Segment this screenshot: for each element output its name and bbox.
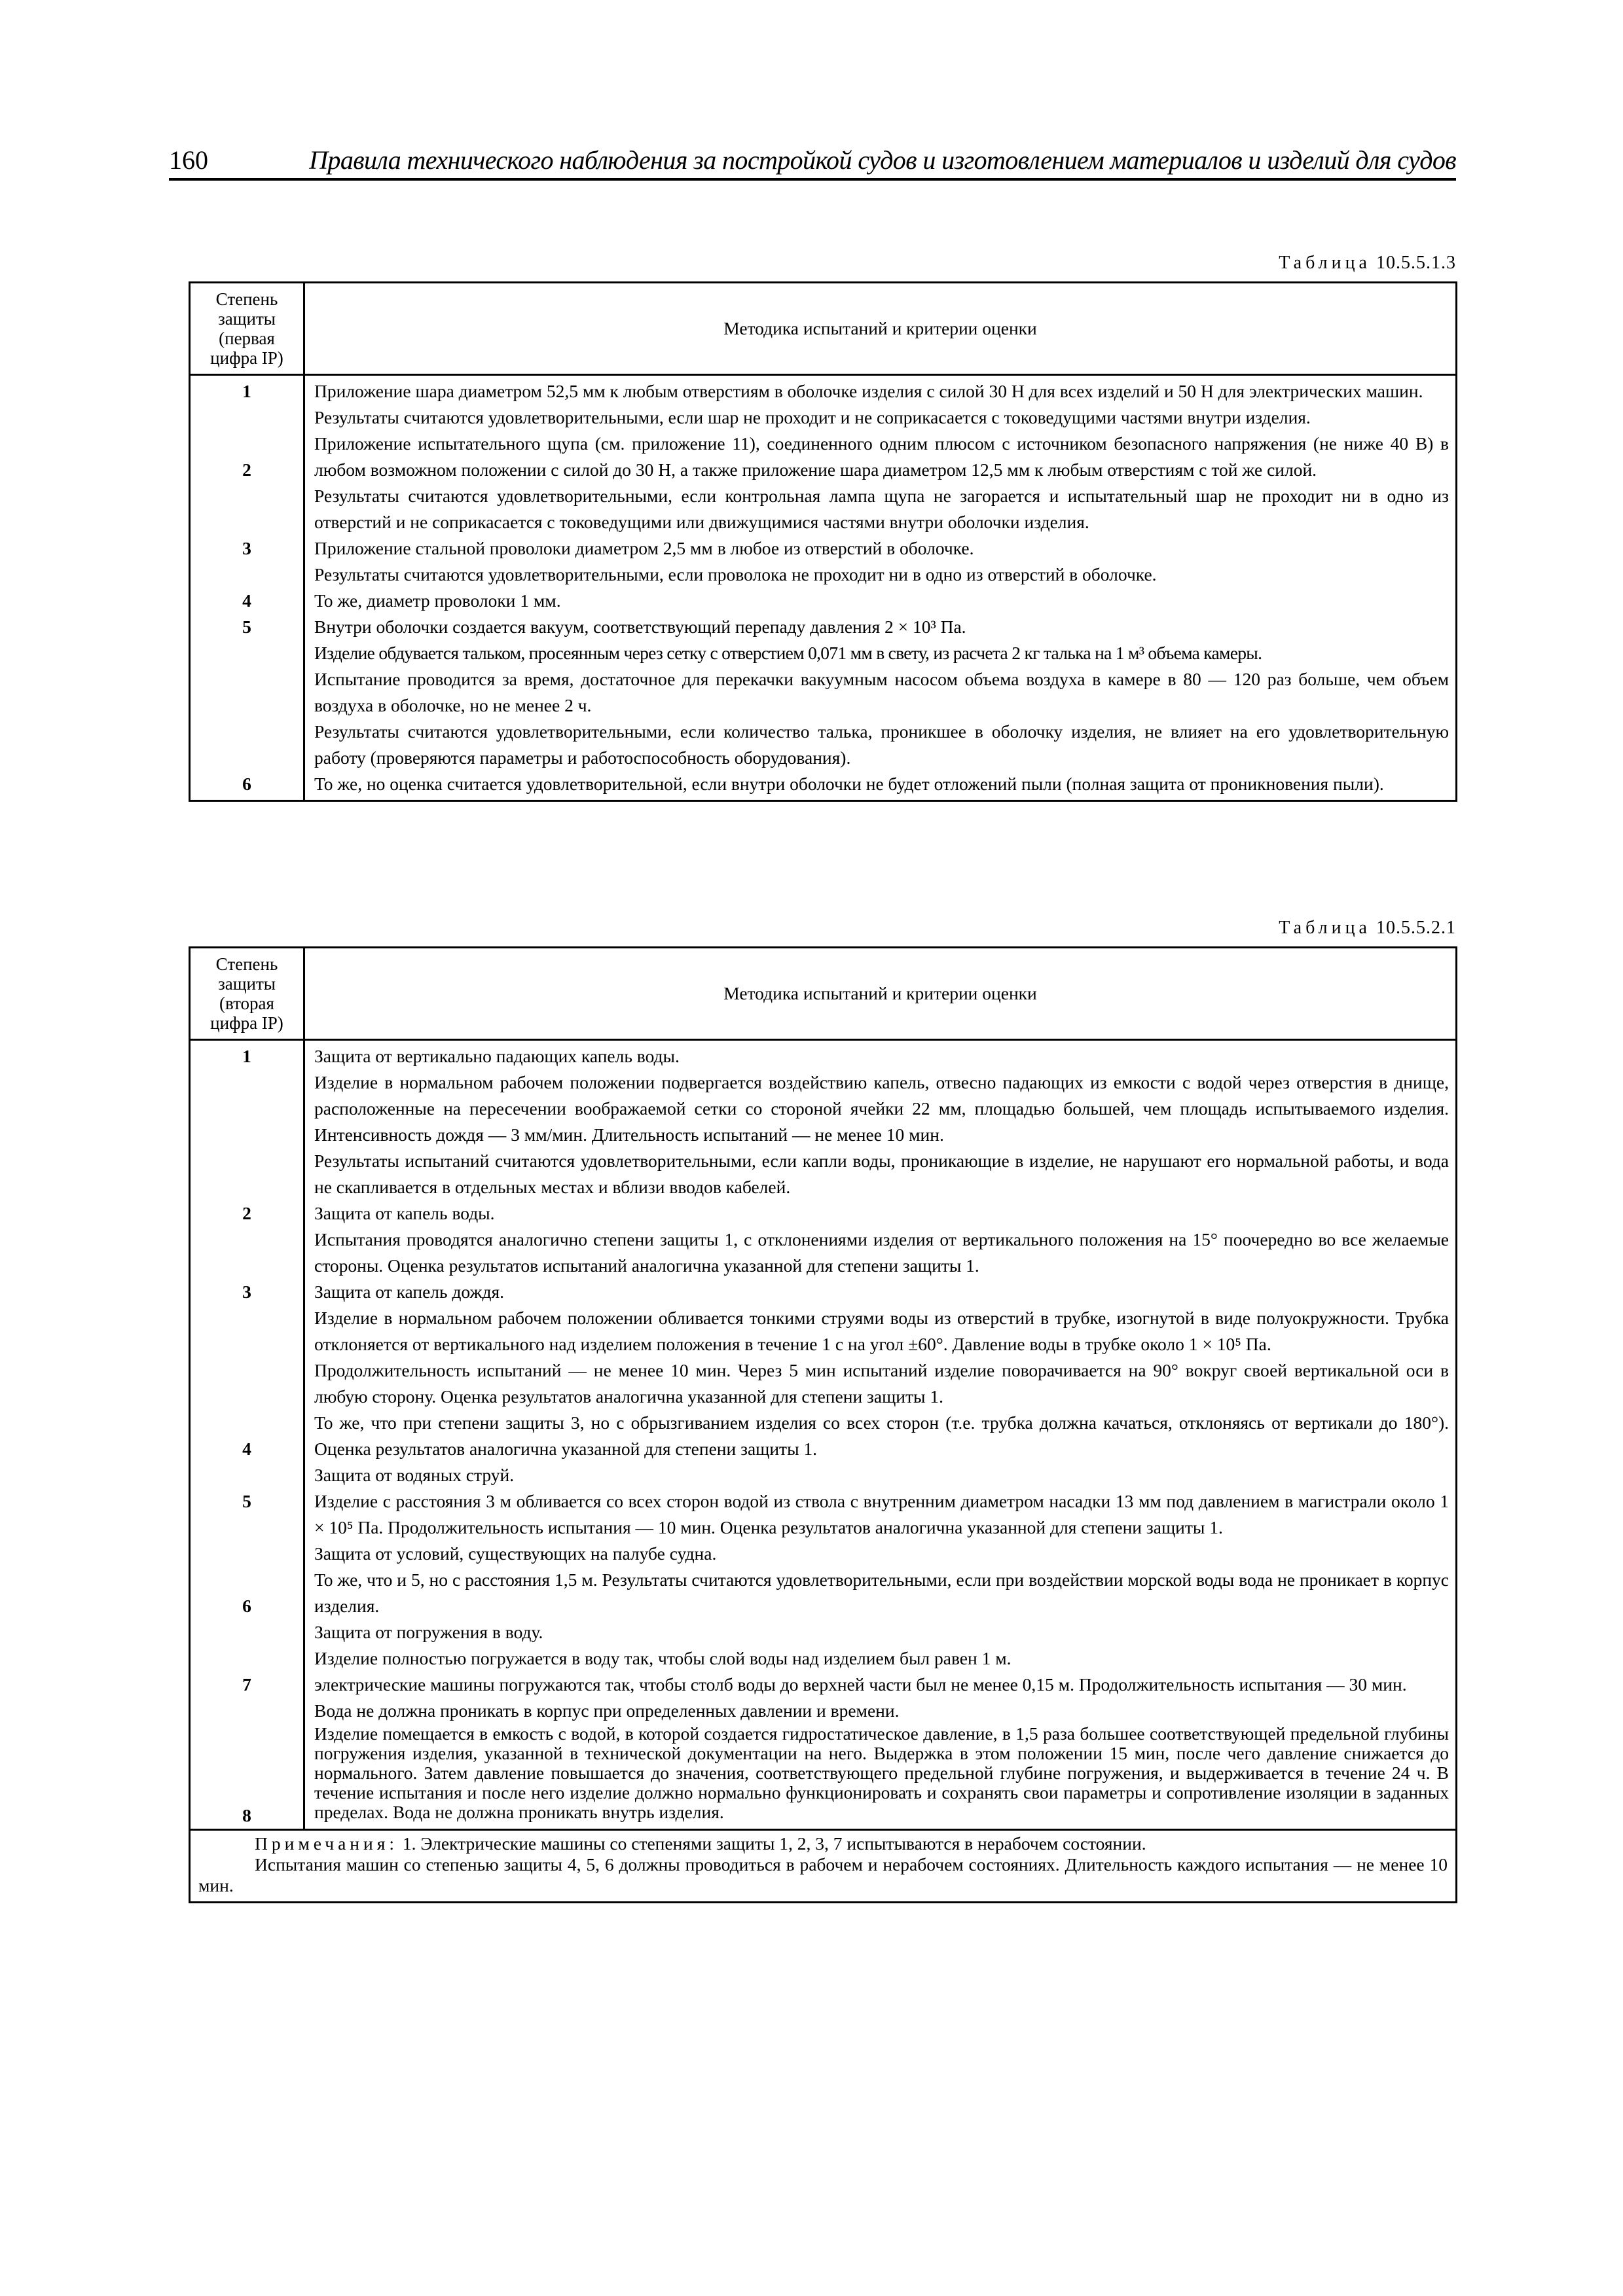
table2-degree-column xyxy=(190,1040,304,1830)
method-paragraph: Приложение шара диаметром 52,5 мм к любым отверстиям в оболочке изделия с силой 30 Н для всех изделий и 50 Н для электрических машин. xyxy=(314,381,1423,401)
method-paragraph: Результаты испытаний считаются удовлетворительными, если капли воды, проникающие в изделие, не нарушают его нормальной работы, и вода не скапливается в отдельных местах и вблизи вводов кабелей. xyxy=(314,1151,1449,1197)
table1-degree-column xyxy=(190,375,304,801)
col1-header-line: цифра IP) xyxy=(210,348,283,368)
degree-cell: 7 xyxy=(242,1674,251,1695)
degree-cell: 6 xyxy=(242,1596,251,1616)
table2-col1-header xyxy=(190,948,304,1040)
table1-col2-header: Методика испытаний и критерии оценки xyxy=(304,283,1457,375)
degree-cell: 4 xyxy=(242,1439,251,1459)
method-paragraph: Результаты считаются удовлетворительными, если шар не проходит и не соприкасается с токоведущими частями внутри изделия. xyxy=(314,407,1311,427)
col1-header-line: Степень xyxy=(215,954,278,974)
method-paragraph: электрические машины погружаются так, чтобы столб воды до верхней части был не менее 0,15 м. Продолжительность испытания — 30 мин. xyxy=(314,1674,1407,1695)
col1-header-line: Степень xyxy=(215,289,278,309)
table2-notes xyxy=(190,1830,1457,1903)
degree-cell: 3 xyxy=(242,1282,251,1302)
degree-cell: 6 xyxy=(242,774,251,794)
table2-col2-header: Методика испытаний и критерии оценки xyxy=(304,948,1457,1040)
method-paragraph: Защита от условий, существующих на палубе судна. xyxy=(314,1543,717,1564)
method-paragraph: Изделие обдувается тальком, просеянным через сетку с отверстием 0,071 мм в свету, из расчета 2 кг талька на 1 м³ объема камеры. xyxy=(314,643,1262,663)
method-paragraph: Результаты считаются удовлетворительными, если количество талька, проникшее в оболочку изделия, не влияет на его удовлетворительную работу (проверяются параметры и работоспособность оборудования). xyxy=(314,721,1449,768)
col1-header-line: (вторая xyxy=(219,994,274,1013)
degree-cell: 1 xyxy=(242,1046,251,1066)
table1 xyxy=(189,281,1457,802)
table2-body-row xyxy=(190,1040,1457,1830)
method-paragraph: То же, но оценка считается удовлетворительной, если внутри оболочки не будет отложений пыли (полная защита от проникновения пыли). xyxy=(314,774,1384,794)
method-paragraph: Результаты считаются удовлетворительными, если контрольная лампа щупа не загорается и испытательный шар не проходит ни в одно из отверстий и не соприкасается с токоведущими или движущимися частями внутри оболочки изделия. xyxy=(314,486,1449,532)
method-paragraph: Защита от вертикально падающих капель воды. xyxy=(314,1046,680,1066)
degree-cell: 1 xyxy=(242,381,251,401)
table2-method-column xyxy=(304,1040,1457,1830)
table1-body-row xyxy=(190,375,1457,801)
degree-cell: 5 xyxy=(242,617,251,637)
method-paragraph: Продолжительность испытаний — не менее 10 мин. Через 5 мин испытаний изделие поворачивается на 90° вокруг своей вертикальной оси в любую сторону. Оценка результатов аналогична указанной для степени защиты 1. xyxy=(314,1360,1449,1407)
method-paragraph: То же, что при степени защиты 3, но с обрызгиванием изделия со всех сторон (т.е. трубка должна качаться, отклоняясь от вертикали до 180°). Оценка результатов аналогична указанной для степени защиты 1. xyxy=(314,1412,1449,1459)
table1-col1-header xyxy=(190,283,304,375)
page-number: 160 xyxy=(169,145,208,175)
degree-cell: 2 xyxy=(242,1203,251,1223)
degree-cell: 5 xyxy=(242,1491,251,1511)
method-paragraph: То же, диаметр проволоки 1 мм. xyxy=(314,590,561,611)
table1-caption xyxy=(1279,253,1456,274)
col1-header-line: защиты xyxy=(218,309,276,329)
table1-header-row xyxy=(190,283,1457,375)
method-paragraph: Испытание проводится за время, достаточное для перекачки вакуумным насосом объема воздуха в камере в 80 — 120 раз больше, чем объем воздуха в оболочке, но не менее 2 ч. xyxy=(314,669,1449,715)
table1-method-column xyxy=(304,375,1457,801)
method-paragraph: Вода не должна проникать в корпус при определенных давлении и времени. xyxy=(314,1700,900,1721)
table2 xyxy=(189,946,1457,1903)
method-paragraph: То же, что и 5, но с расстояния 1,5 м. Результаты считаются удовлетворительными, если при воздействии морской воды вода не проникает в корпус изделия. xyxy=(314,1570,1449,1616)
notes-label: Примечания: xyxy=(255,1833,399,1854)
method-paragraph: Приложение испытательного щупа (см. приложение 11), соединенного одним плюсом с источником безопасного напряжения (не ниже 40 В) в любом возможном положении с силой до 30 Н, а также приложение шара диаметром 12,5 мм к любым отверстиям с той же силой. xyxy=(314,433,1449,480)
running-title: Правила технического наблюдения за постройкой судов и изготовлением материалов и изделий для судов xyxy=(309,145,1456,175)
table1-caption-number: 10.5.5.1.3 xyxy=(1376,253,1456,273)
method-paragraph: Изделие с расстояния 3 м обливается со всех сторон водой из ствола с внутренним диаметром насадки 13 мм под давлением в магистрали около 1 × 10⁵ Па. Продолжительность испытания — 10 мин. Оценка результатов аналогична указанной для степени защиты 1. xyxy=(314,1491,1449,1537)
method-paragraph: Испытания проводятся аналогично степени защиты 1, с отклонениями изделия от вертикального положения на 15° поочередно во все желаемые стороны. Оценка результатов испытаний аналогична указанной для степени защиты 1. xyxy=(314,1229,1449,1276)
method-paragraph: Защита от капель дождя. xyxy=(314,1282,505,1302)
method-paragraph: Защита от погружения в воду. xyxy=(314,1622,543,1642)
col1-header-line: цифра IP) xyxy=(210,1013,283,1033)
method-paragraph: Изделие в нормальном рабочем положении подвергается воздействию капель, отвесно падающих из емкости с водой через отверстия в днище, расположенные на пересечении воображаемой сетки со стороной ячейки 22 мм, площадью большей, чем площадь испытываемого изделия. Интенсивность дождя — 3 мм/мин. Длительность испытаний — не менее 10 мин. xyxy=(314,1072,1449,1145)
table2-notes-row xyxy=(190,1830,1457,1903)
degree-cell: 2 xyxy=(242,459,251,480)
table1-caption-word: Таблица xyxy=(1279,253,1371,273)
table2-caption xyxy=(1279,918,1456,939)
method-paragraph: Изделие помещается в емкость с водой, в которой создается гидростатическое давление, в 1,5 раза большее соответствующей предельной глубины погружения изделия, указанной в технической документации на него. Выдержка в этом положении 15 мин, после чего давление снижается до нормального. Затем давление повышается до значения, соответствующего предельной глубине погружения, и выдерживается в течение 24 ч. В течение испытания и после него изделие должно нормально функционировать и сохранять свои параметры и сопротивление изоляции в заданных пределах. Вода не должна проникать внутрь изделия. xyxy=(314,1723,1449,1822)
method-paragraph: Защита от капель воды. xyxy=(314,1203,495,1223)
note-item: 1. Электрические машины со степенями защиты 1, 2, 3, 7 испытываются в нерабочем состоянии. xyxy=(402,1833,1146,1854)
degree-cell: 3 xyxy=(242,538,251,558)
col1-header-line: защиты xyxy=(218,974,276,994)
col1-header-line: (первая xyxy=(219,329,275,348)
method-paragraph: Защита от водяных струй. xyxy=(314,1465,515,1485)
table2-caption-word: Таблица xyxy=(1279,918,1371,938)
page-header xyxy=(169,145,1456,181)
note-item: Испытания машин со степенью защиты 4, 5, 6 должны проводиться в рабочем и нерабочем состояниях. Длительность каждого испытания — не менее 10 мин. xyxy=(198,1854,1448,1895)
method-paragraph: Приложение стальной проволоки диаметром 2,5 мм в любое из отверстий в оболочке. xyxy=(314,538,974,558)
method-paragraph: Изделие в нормальном рабочем положении обливается тонкими струями воды из отверстий в трубке, изогнутой в виде полуокружности. Трубка отклоняется от вертикального над изделием положения в течение 1 с на угол ±60°. Давление воды в трубке около 1 × 10⁵ Па. xyxy=(314,1308,1449,1354)
table2-header-row xyxy=(190,948,1457,1040)
table2-caption-number: 10.5.5.2.1 xyxy=(1376,918,1456,938)
degree-cell: 8 xyxy=(242,1805,251,1825)
method-paragraph: Изделие полностью погружается в воду так, чтобы слой воды над изделием был равен 1 м. xyxy=(314,1648,1012,1668)
method-paragraph: Результаты считаются удовлетворительными, если проволока не проходит ни в одно из отверстий в оболочке. xyxy=(314,564,1157,584)
method-paragraph: Внутри оболочки создается вакуум, соответствующий перепаду давления 2 × 10³ Па. xyxy=(314,617,966,637)
degree-cell: 4 xyxy=(242,590,251,611)
